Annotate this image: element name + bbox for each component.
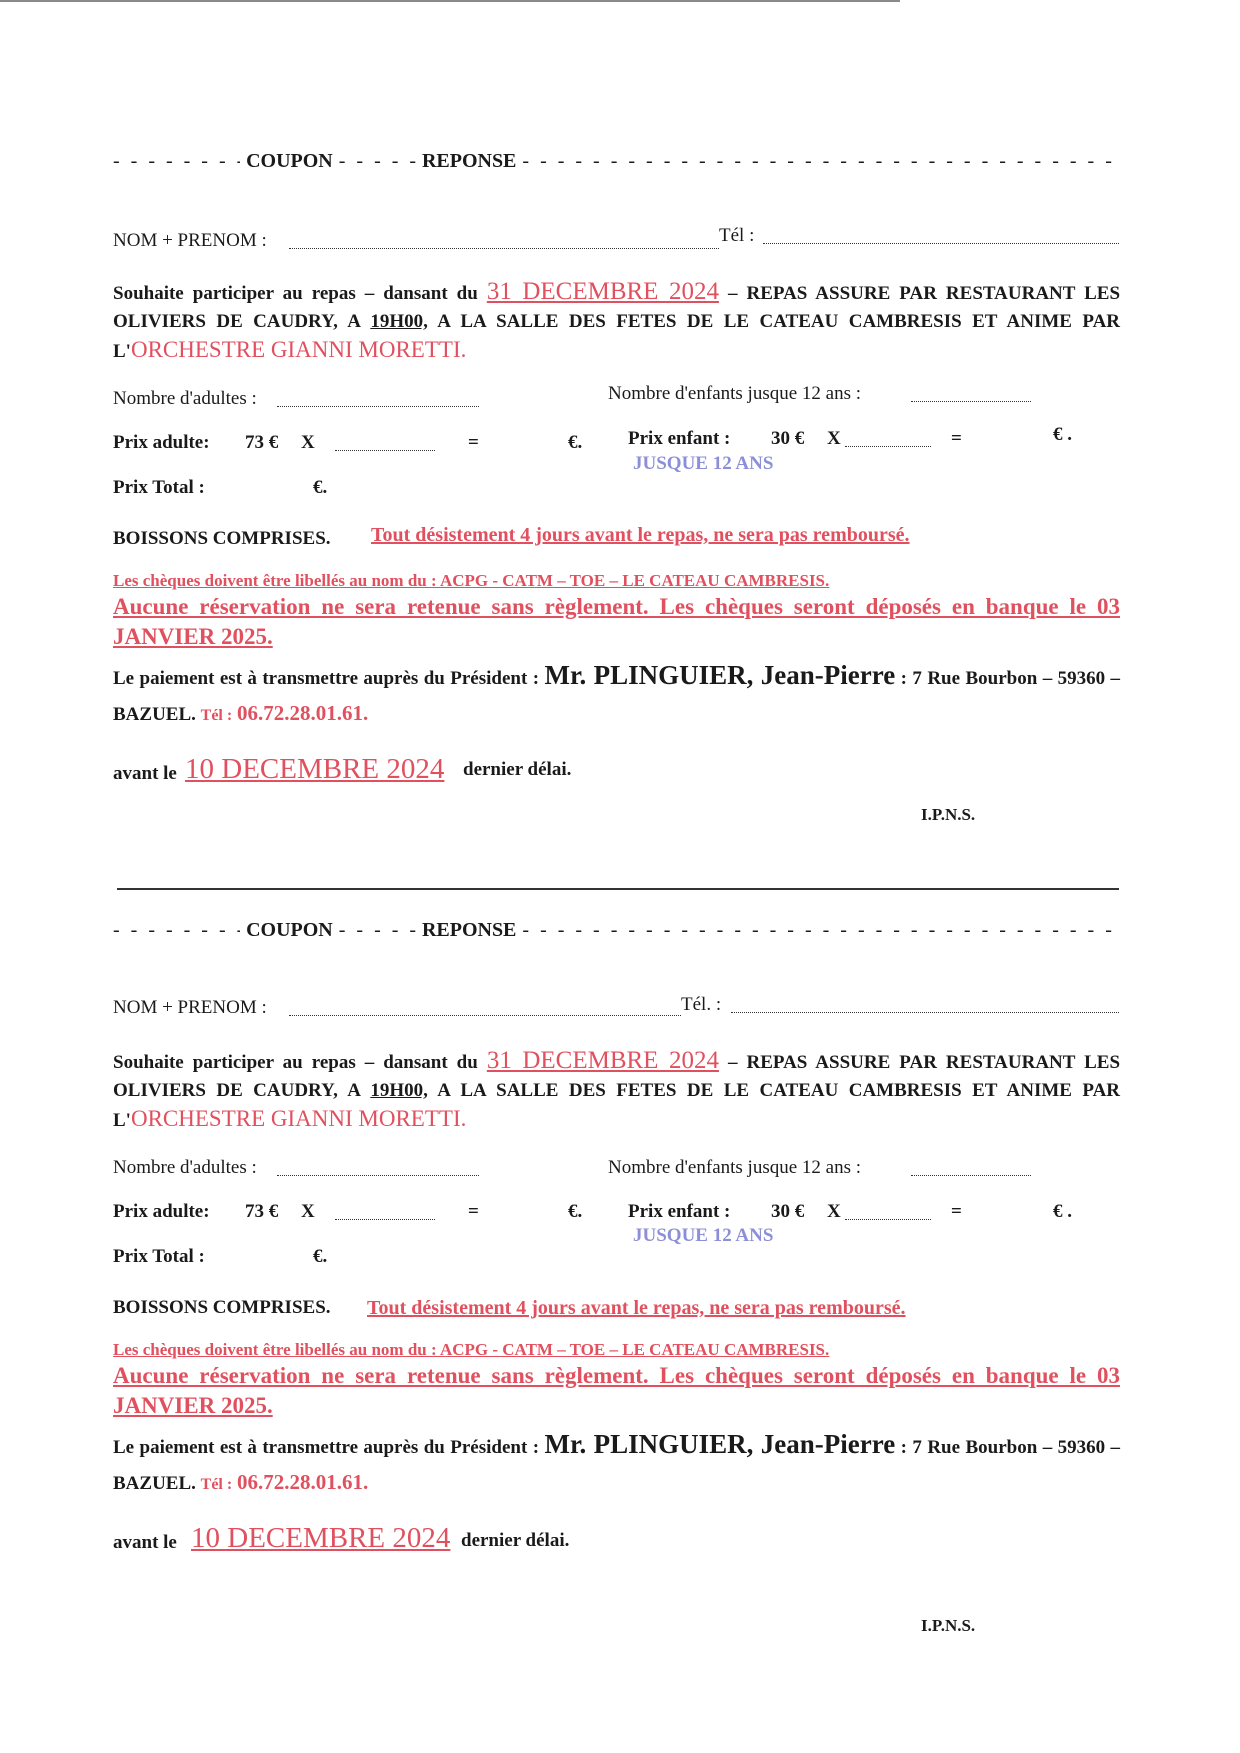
name-label: NOM + PRENOM :: [113, 230, 267, 251]
total-euro: €.: [313, 477, 328, 498]
drinks-row: [113, 524, 1120, 558]
drinks-row: [113, 1297, 1120, 1327]
name-line: [113, 225, 1120, 258]
orchestra-name: ORCHESTRE GIANNI MORETTI.: [130, 1106, 467, 1131]
event-date: 31 DECEMBRE 2024: [486, 1047, 719, 1074]
price-child-label: Prix enfant :: [628, 428, 731, 449]
children-label: Nombre d'enfants jusque 12 ans :: [608, 1157, 862, 1178]
total-label: Prix Total :: [113, 1246, 205, 1267]
ipns: I.P.N.S.: [921, 805, 976, 824]
adults-field[interactable]: [277, 392, 479, 407]
price-row: Prix adulte: 73 € X = €. Prix enfant : 30 € X = € . JUSQUE 12 ANS: [113, 424, 1072, 474]
phone-number: 06.72.28.01.61.: [236, 1470, 369, 1494]
total-euro: €.: [313, 1246, 328, 1267]
reponse-title: REPONSE: [421, 149, 517, 172]
coupon-title: COUPON: [246, 149, 333, 172]
price-adult-label: Prix adulte:: [113, 432, 210, 453]
coupon-2: [113, 917, 1120, 1640]
adults-field[interactable]: [277, 1161, 479, 1176]
tel-field[interactable]: [731, 998, 1119, 1013]
phone-number: 06.72.28.01.61.: [236, 701, 369, 725]
name-label: NOM + PRENOM :: [113, 997, 267, 1018]
children-field[interactable]: [911, 1161, 1031, 1176]
price-adult-value: 73 €: [245, 432, 279, 453]
ipns: I.P.N.S.: [921, 1616, 976, 1635]
coupon-1: [113, 148, 1120, 829]
name-field[interactable]: [289, 234, 719, 249]
deadline-date: 10 DECEMBRE 2024: [191, 1522, 451, 1554]
child-age-note: JUSQUE 12 ANS: [633, 453, 774, 474]
cheques-payee: Les chèques doivent être libellés au nom du : ACPG - CATM – TOE – LE CATEAU CAMBRESIS.: [113, 1340, 830, 1359]
child-qty-field[interactable]: [845, 432, 931, 447]
children-label: Nombre d'enfants jusque 12 ans :: [608, 383, 862, 404]
count-row: [113, 1157, 1120, 1187]
cancellation-policy: Tout désistement 4 jours avant le repas, ne sera pas remboursé.: [371, 524, 910, 546]
event-description: Souhaite participer au repas – dansant du 31 DECEMBRE 2024 – REPAS ASSURE PAR RESTAURANT LES OLIVIERS DE CAUDRY, A 19H00, A LA SALLE DES FETES DE LE CATEAU CAMBRESIS ET ANIME PAR L'ORCHESTRE GIANNI MORETTI.: [113, 1047, 1121, 1131]
name-line: [113, 994, 1120, 1025]
total-row: [113, 477, 1120, 507]
cheques-payee: Les chèques doivent être libellés au nom du : ACPG - CATM – TOE – LE CATEAU CAMBRESIS.: [113, 571, 830, 590]
no-reservation-notice: Aucune réservation ne sera retenue sans règlement. Les chèques seront déposés en banque le 03 JANVIER 2025.: [113, 1363, 1120, 1418]
deadline-date: 10 DECEMBRE 2024: [185, 753, 445, 785]
adults-label: Nombre d'adultes :: [113, 388, 257, 409]
deadline-row: avant le 10 DECEMBRE 2024 dernier délai.: [113, 1522, 570, 1554]
event-description: Souhaite participer au repas – dansant du 31 DECEMBRE 2024 – REPAS ASSURE PAR RESTAURANT LES OLIVIERS DE CAUDRY, A 19H00, A LA SALLE DES FETES DE LE CATEAU CAMBRESIS ET ANIME PAR L'ORCHESTRE GIANNI MORETTI.: [113, 278, 1121, 362]
adult-qty-field[interactable]: [335, 436, 435, 451]
drinks-included: BOISSONS COMPRISES.: [113, 1297, 331, 1318]
count-row: [113, 383, 1120, 418]
price-adult-value: 73 €: [245, 1201, 279, 1222]
reponse-title: REPONSE: [421, 918, 517, 941]
tel-field[interactable]: [763, 229, 1119, 244]
coupon-header: [113, 148, 1120, 174]
orchestra-name: ORCHESTRE GIANNI MORETTI.: [130, 337, 467, 362]
price-adult-label: Prix adulte:: [113, 1201, 210, 1222]
ipns-row: [113, 1610, 1120, 1640]
cancellation-policy: Tout désistement 4 jours avant le repas, ne sera pas remboursé.: [367, 1297, 906, 1319]
payment-info: Le paiement est à transmettre auprès du Président : Mr. PLINGUIER, Jean-Pierre : 7 Rue Bourbon – 59360 – BAZUEL. Tél : 06.72.28.01.61.: [113, 1429, 1121, 1494]
name-field[interactable]: [289, 1001, 681, 1016]
adult-qty-field[interactable]: [335, 1205, 435, 1220]
deadline-row: avant le 10 DECEMBRE 2024 dernier délai.: [113, 753, 572, 785]
total-label: Prix Total :: [113, 477, 205, 498]
ipns-row: [113, 799, 1120, 829]
child-age-note: JUSQUE 12 ANS: [633, 1225, 774, 1246]
adults-label: Nombre d'adultes :: [113, 1157, 257, 1178]
event-time: 19H00,: [370, 1080, 428, 1101]
total-row: [113, 1246, 1120, 1276]
scan-edge: [0, 0, 900, 2]
president-name: Mr. PLINGUIER, Jean-Pierre: [544, 1429, 896, 1459]
coupon-title: COUPON: [246, 918, 333, 941]
coupon-header: [113, 917, 1120, 943]
price-child-value: 30 €: [771, 428, 805, 449]
event-date: 31 DECEMBRE 2024: [486, 278, 719, 305]
price-row: Prix adulte: 73 € X = €. Prix enfant : 30 € X = € . JUSQUE 12 ANS: [113, 1201, 1072, 1246]
children-field[interactable]: [911, 387, 1031, 402]
child-qty-field[interactable]: [845, 1205, 931, 1220]
payment-info: Le paiement est à transmettre auprès du Président : Mr. PLINGUIER, Jean-Pierre : 7 Rue Bourbon – 59360 – BAZUEL. Tél : 06.72.28.01.61.: [113, 660, 1121, 725]
tel-label: Tél :: [719, 225, 755, 246]
price-child-value: 30 €: [771, 1201, 805, 1222]
separator-line: [117, 888, 1119, 890]
price-child-label: Prix enfant :: [628, 1201, 731, 1222]
no-reservation-notice: Aucune réservation ne sera retenue sans règlement. Les chèques seront déposés en banque le 03 JANVIER 2025.: [113, 594, 1120, 649]
president-name: Mr. PLINGUIER, Jean-Pierre: [544, 660, 896, 690]
drinks-included: BOISSONS COMPRISES.: [113, 528, 331, 549]
event-time: 19H00,: [370, 311, 428, 332]
tel-label: Tél. :: [681, 994, 722, 1015]
